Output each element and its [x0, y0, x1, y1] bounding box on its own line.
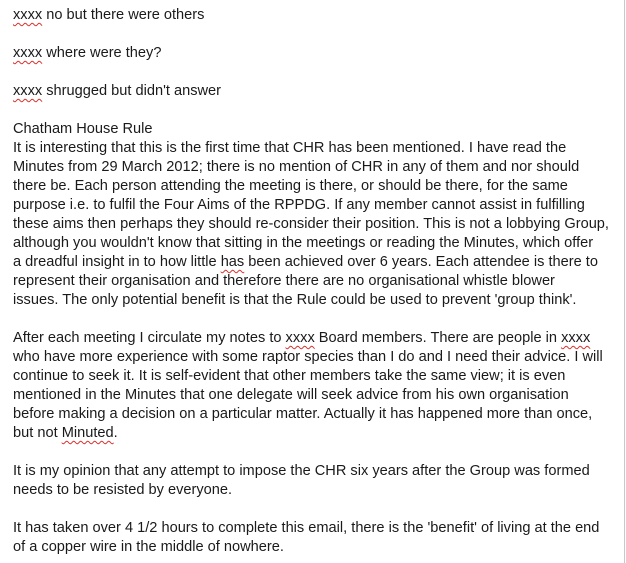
text-run: It has taken over 4 1/2 hours to complete this email, there is the 'benefit' of living at the end	[13, 520, 600, 536]
line-14	[13, 329, 590, 348]
text-run: where were they?	[42, 45, 162, 61]
text-run: a dreadful insight in to how little	[13, 254, 221, 270]
text-run: been achieved over 6 years. Each attendee is there to	[244, 254, 598, 270]
text-run: there be. Each person attending the meeting is there, or should be there, for the same	[13, 178, 568, 194]
line-10	[13, 234, 593, 253]
text-run: but not	[13, 425, 62, 441]
line-22	[13, 519, 599, 538]
line-07	[13, 177, 568, 196]
line-11	[13, 253, 598, 272]
line-23	[13, 538, 284, 557]
window-border	[624, 0, 625, 563]
line-20	[13, 462, 590, 481]
text-run: of a copper wire in the middle of nowhere.	[13, 539, 284, 555]
spellcheck-flagged-word: Minuted	[61, 425, 114, 441]
spellcheck-flagged-word: xxxx	[285, 330, 315, 346]
text-run: Chatham House Rule	[13, 121, 153, 137]
line-13	[13, 291, 576, 310]
line-12	[13, 272, 555, 291]
text-run: these aims then perhaps they should re-consider their position. This is not a lobbying Group,	[13, 216, 609, 232]
spellcheck-flagged-word: xxxx	[13, 45, 43, 61]
line-05	[13, 139, 566, 158]
line-01	[13, 6, 204, 25]
spellcheck-flagged-word: has	[220, 254, 245, 270]
text-run: mentioned in the Minutes that one delegate will seek advice from his own organisation	[13, 387, 569, 403]
text-run: who have more experience with some raptor species than I do and I need their advice. I will	[13, 349, 603, 365]
text-run: continue to seek it. It is self-evident that other members take the same view; it is even	[13, 368, 566, 384]
text-run: represent their organisation and therefore there are no organisational whistle blower	[13, 273, 555, 289]
line-02	[13, 44, 161, 63]
text-run: Minutes from 29 March 2012; there is no mention of CHR in any of them and nor should	[13, 159, 580, 175]
heading-chatham-house-rule	[13, 120, 153, 139]
text-run: It is interesting that this is the first time that CHR has been mentioned. I have read the	[13, 140, 567, 156]
text-run: no but there were others	[42, 7, 205, 23]
line-03	[13, 82, 221, 101]
line-06	[13, 158, 579, 177]
text-run: issues. The only potential benefit is that the Rule could be used to prevent 'group think'.	[13, 292, 577, 308]
text-run: shrugged but didn't answer	[42, 83, 222, 99]
spellcheck-flagged-word: xxxx	[13, 7, 43, 23]
line-19	[13, 424, 118, 443]
text-run: needs to be resisted by everyone.	[13, 482, 233, 498]
text-run: After each meeting I circulate my notes to	[13, 330, 286, 346]
text-run: purpose i.e. to fulfil the Four Aims of the RPPDG. If any member cannot assist in fulfilling	[13, 197, 585, 213]
spellcheck-flagged-word: xxxx	[13, 83, 43, 99]
line-16	[13, 367, 565, 386]
text-run: although you wouldn't know that sitting in the meetings or reading the Minutes, which offer	[13, 235, 594, 251]
spellcheck-flagged-word: xxxx	[561, 330, 591, 346]
text-run: before making a decision on a particular matter. Actually it has happened more than once,	[13, 406, 593, 422]
text-run: It is my opinion that any attempt to impose the CHR six years after the Group was formed	[13, 463, 590, 479]
line-17	[13, 386, 569, 405]
line-18	[13, 405, 592, 424]
text-run: .	[113, 425, 118, 441]
line-21	[13, 481, 232, 500]
line-08	[13, 196, 585, 215]
line-09	[13, 215, 609, 234]
line-15	[13, 348, 603, 367]
text-run: Board members. There are people in	[314, 330, 562, 346]
